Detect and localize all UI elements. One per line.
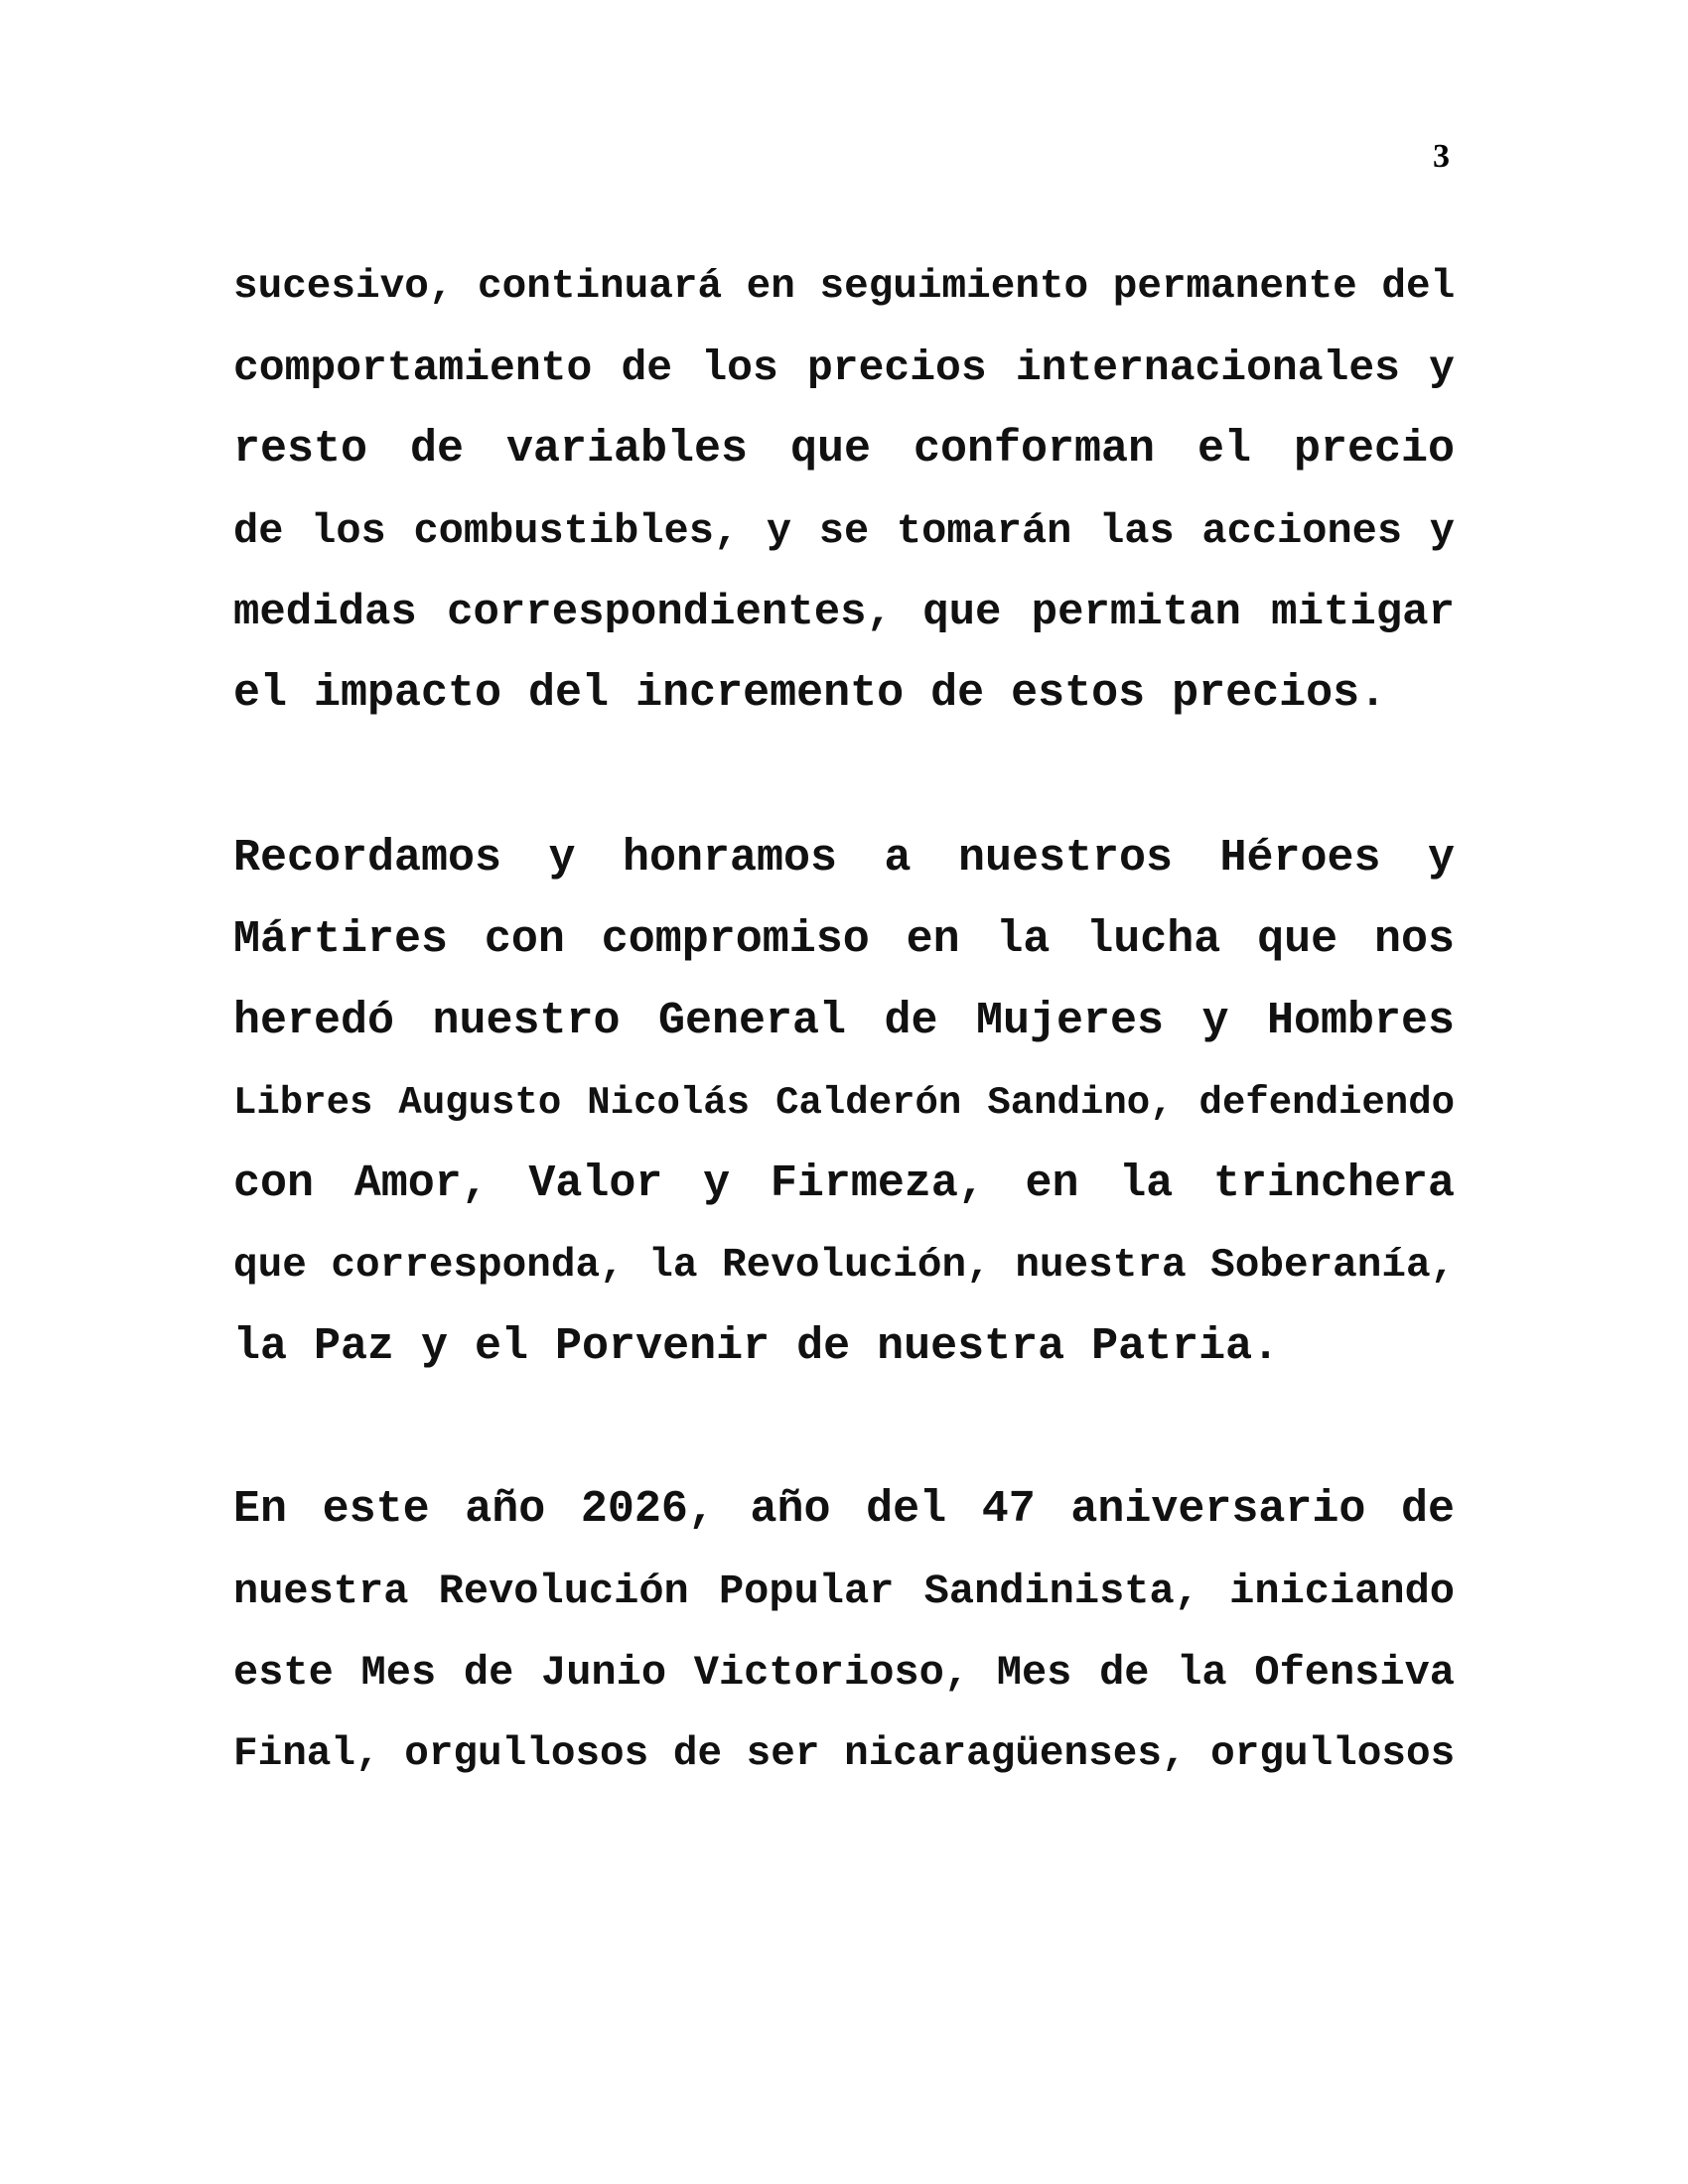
text-line: Recordamos y honramos a nuestros Héroes y <box>233 833 1455 884</box>
text-line: Final, orgullosos de ser nicaragüenses, orgullosos <box>233 1731 1455 1777</box>
text-line: nuestra Revolución Popular Sandinista, iniciando <box>233 1568 1455 1615</box>
text-line: Mártires con compromiso en la lucha que nos <box>233 914 1455 965</box>
text-line: el impacto del incremento de estos precios. <box>233 668 1387 719</box>
text-line: este Mes de Junio Victorioso, Mes de la Ofensiva <box>233 1649 1455 1697</box>
paragraph-anniversary <box>233 1469 1455 1795</box>
text-line: medidas correspondientes, que permitan mitigar <box>233 588 1455 637</box>
paragraph-fuel-prices <box>233 246 1455 735</box>
paragraph-heroes <box>233 818 1455 1388</box>
text-line: comportamiento de los precios internacionales y <box>233 343 1455 392</box>
text-line: En este año 2026, año del 47 aniversario de <box>233 1484 1455 1535</box>
text-line: la Paz y el Porvenir de nuestra Patria. <box>233 1321 1280 1372</box>
text-line: Libres Augusto Nicolás Calderón Sandino, defendiendo <box>233 1081 1455 1125</box>
text-line: que corresponda, la Revolución, nuestra Soberanía, <box>233 1243 1455 1289</box>
text-line: con Amor, Valor y Firmeza, en la trinchera <box>233 1159 1455 1209</box>
text-line: de los combustibles, y se tomarán las acciones y <box>233 507 1455 555</box>
text-line: sucesivo, continuará en seguimiento permanente del <box>233 264 1455 310</box>
text-line: heredó nuestro General de Mujeres y Hombres <box>233 996 1455 1046</box>
page-number: 3 <box>1433 138 1450 175</box>
text-line: resto de variables que conforman el precio <box>233 424 1455 475</box>
